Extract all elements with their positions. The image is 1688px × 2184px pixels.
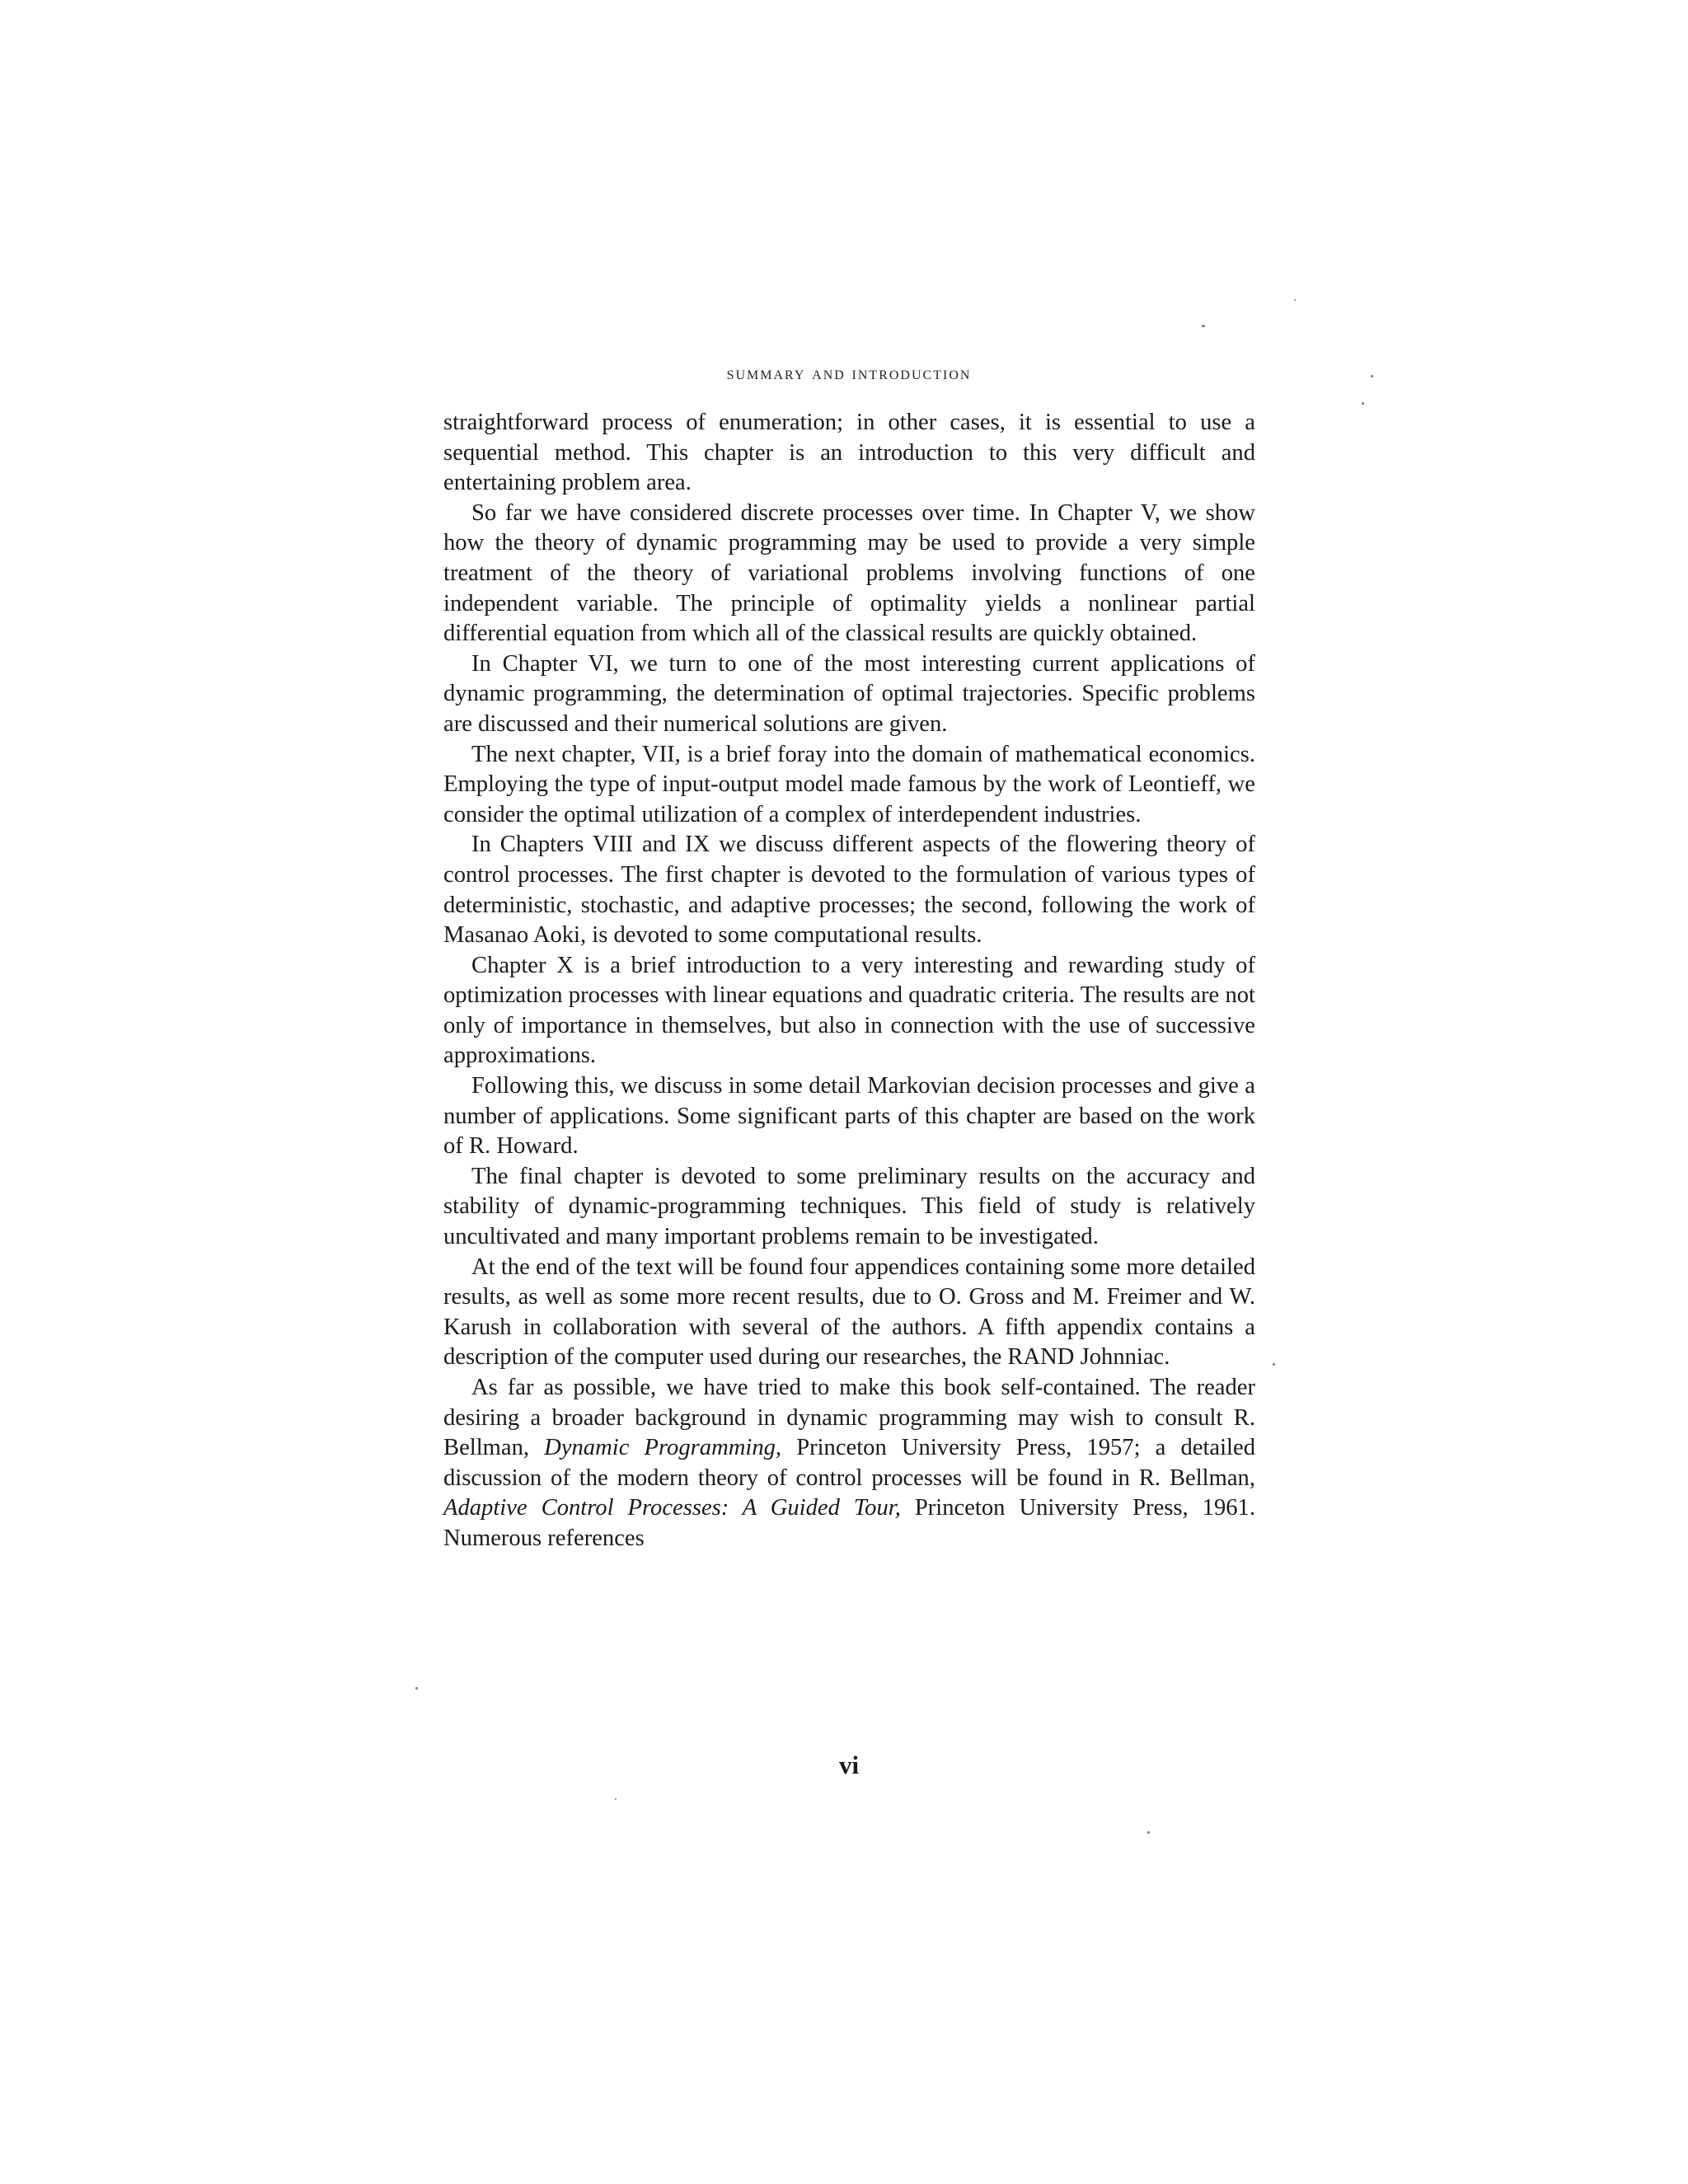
scan-speck [1371,375,1373,377]
book-title-dynamic-programming: Dynamic Programming, [544,1435,782,1461]
book-title-adaptive-control: Adaptive Control Processes: A Guided Tour, [443,1495,901,1521]
paragraph-3: In Chapter VI, we turn to one of the most interesting current applications of dynamic programming, the determination of optimal trajectories. Specific problems are discussed and their numerical solutions are given. [443,650,1255,737]
scan-speck [1147,1831,1150,1834]
paragraph-8: The final chapter is devoted to some preliminary results on the accuracy and stability of dynamic-programming techniques. This field of study is relatively uncultivated and many important problems remain to be investigated. [443,1163,1255,1250]
running-head: summary and introduction [726,363,972,383]
paragraph-10-part-3: Princeton University Press, 1961. Numerous references [443,1495,1256,1551]
paragraph-1: straightforward process of enumeration; in other cases, it is essential to use a sequential method. This chapter is an introduction to this very difficult and entertaining problem area. [443,410,1255,496]
paragraph-10 [443,1373,1255,1554]
paragraph-10-part-1: As far as possible, we have tried to make this book self-contained. The reader desiring a broader background in dynamic programming may wish to consult R. Bellman, [443,1375,1255,1461]
paragraph-4: The next chapter, VII, is a brief foray into the domain of mathematical economics. Employing the type of input-output model made famous by the work of Leontieff, we consider the optimal utilization of a complex of interdependent industries. [443,741,1255,827]
scan-speck [1273,1363,1275,1366]
scan-speck [1294,299,1296,301]
body-text [443,408,1255,1554]
paragraph-7: Following this, we discuss in some detail Markovian decision processes and give a number of applications. Some significant parts of this chapter are based on the work of R. Howard. [443,1073,1255,1160]
paragraph-9: At the end of the text will be found four appendices containing some more detailed results, as well as some more recent results, due to O. Gross and M. Freimer and W. Karush in collaboration with several of the authors. A fifth appendix contains a description of the computer used during our researches, the RAND Johnniac. [443,1254,1255,1371]
page-number: vi [838,1750,860,1779]
paragraph-5: In Chapters VIII and IX we discuss different aspects of the flowering theory of control processes. The first chapter is devoted to the formulation of various types of deterministic, stochastic, and adaptive processes; the second, following the work of Masanao Aoki, is devoted to some computational results. [443,832,1255,949]
paragraph-6: Chapter X is a brief introduction to a very interesting and rewarding study of optimization processes with linear equations and quadratic criteria. The results are not only of importance in themselves, but also in connection with the use of successive approximations. [443,952,1255,1069]
scan-speck [415,1687,418,1690]
scan-speck [1362,402,1364,405]
scan-speck [615,1798,617,1800]
paragraph-10-part-2: Princeton University Press, 1957; a detailed discussion of the modern theory of control processes will be found in R. Bellman, [443,1435,1255,1491]
paragraph-2: So far we have considered discrete processes over time. In Chapter V, we show how the theory of dynamic programming may be used to provide a very simple treatment of the theory of variational problems involving functions of one independent variable. The principle of optimality yields a nonlinear partial differential equation from which all of the classical results are quickly obtained. [443,499,1255,647]
scan-speck [1202,325,1205,327]
